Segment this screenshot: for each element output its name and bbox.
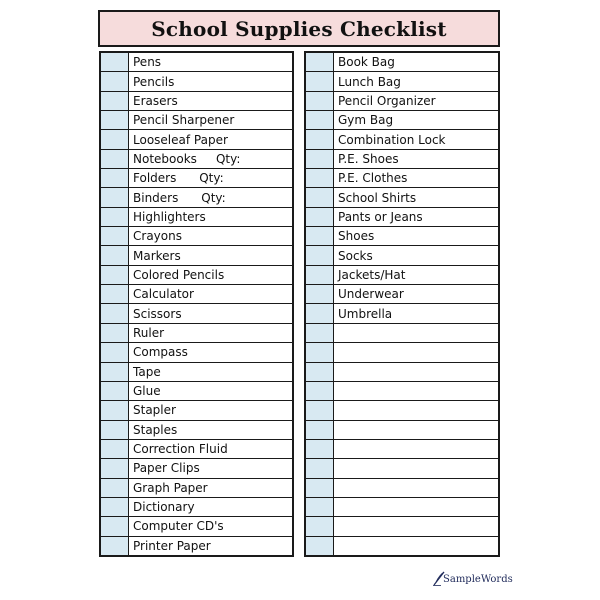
left-item-row [101,92,292,111]
left-item-row [101,324,292,343]
checkbox[interactable] [306,188,334,206]
checkbox[interactable] [101,72,129,90]
page-title: School Supplies Checklist [151,16,447,41]
right-item-row [306,401,498,420]
checkbox[interactable] [306,324,334,342]
item-label: Underwear [338,287,404,302]
item-label [334,324,498,342]
right-item-row [306,53,498,72]
samplewords-logo [432,570,513,586]
item-label: Folders Qty: [133,171,224,186]
right-item-row [306,92,498,111]
item-label: Pencils [133,74,175,89]
left-item-row [101,72,292,91]
logo-text: SampleWords [443,574,513,585]
checkbox[interactable] [306,343,334,361]
item-label [334,498,498,516]
right-item-row [306,479,498,498]
item-label: Jackets/Hat [338,267,406,282]
right-item-row [306,363,498,382]
left-item-row [101,266,292,285]
left-item-row [101,421,292,440]
checkbox[interactable] [101,92,129,110]
item-label [334,537,498,555]
checkbox[interactable] [101,537,129,555]
checkbox[interactable] [306,459,334,477]
checkbox[interactable] [306,266,334,284]
right-item-row [306,324,498,343]
right-item-row [306,169,498,188]
checkbox[interactable] [101,266,129,284]
item-label: Calculator [133,287,194,302]
checkbox[interactable] [101,382,129,400]
checkbox[interactable] [101,304,129,322]
right-item-row [306,421,498,440]
item-label: Graph Paper [133,480,208,495]
item-label: Staples [133,422,178,437]
checkbox[interactable] [101,169,129,187]
title-banner [98,10,500,47]
left-item-row [101,537,292,555]
item-label: Lunch Bag [338,74,401,89]
right-checklist [304,51,500,557]
checkbox[interactable] [306,421,334,439]
checkbox[interactable] [101,498,129,516]
item-label: Shoes [338,229,375,244]
checkbox[interactable] [306,285,334,303]
item-label: Glue [133,384,161,399]
checkbox[interactable] [306,537,334,555]
left-checklist [99,51,294,557]
item-label: Colored Pencils [133,267,225,282]
checkbox[interactable] [306,498,334,516]
right-item-row [306,111,498,130]
item-label: Gym Bag [338,113,394,128]
checkbox[interactable] [306,208,334,226]
checkbox[interactable] [101,208,129,226]
right-item-row [306,304,498,323]
checkbox[interactable] [306,150,334,168]
item-label: Scissors [133,306,182,321]
right-item-row [306,227,498,246]
checkbox[interactable] [101,401,129,419]
left-item-row [101,343,292,362]
checkbox[interactable] [306,53,334,71]
checkbox[interactable] [306,517,334,535]
checkbox[interactable] [306,227,334,245]
item-label: Stapler [133,403,176,418]
item-label: P.E. Clothes [338,171,408,186]
item-label: Binders Qty: [133,190,226,205]
right-item-row [306,498,498,517]
checkbox[interactable] [101,440,129,458]
right-item-row [306,72,498,91]
checkbox[interactable] [306,111,334,129]
left-item-row [101,401,292,420]
right-item-row [306,285,498,304]
checkbox[interactable] [101,227,129,245]
left-item-row [101,285,292,304]
right-item-row [306,246,498,265]
checkbox[interactable] [101,343,129,361]
left-item-row [101,53,292,72]
left-item-row [101,304,292,323]
checkbox[interactable] [306,479,334,497]
item-label: Combination Lock [338,132,446,147]
item-label: Markers [133,248,181,263]
right-item-row [306,382,498,401]
item-label: Looseleaf Paper [133,132,228,147]
item-label [334,343,498,361]
checkbox[interactable] [101,285,129,303]
item-label: Printer Paper [133,538,211,553]
right-item-row [306,130,498,149]
item-label: Computer CD's [133,519,224,534]
checkbox[interactable] [306,246,334,264]
right-item-row [306,266,498,285]
item-label: Correction Fluid [133,442,228,457]
item-label: Paper Clips [133,461,200,476]
checkbox[interactable] [306,401,334,419]
checkbox[interactable] [101,421,129,439]
left-item-row [101,169,292,188]
item-label [334,459,498,477]
item-label: Tape [133,364,161,379]
item-label: School Shirts [338,190,417,205]
left-item-row [101,479,292,498]
left-item-row [101,440,292,459]
left-item-row [101,188,292,207]
item-label: Notebooks Qty: [133,151,241,166]
checkbox[interactable] [101,188,129,206]
right-item-row [306,150,498,169]
left-item-row [101,111,292,130]
right-item-row [306,440,498,459]
item-label [334,517,498,535]
checkbox[interactable] [306,304,334,322]
left-item-row [101,382,292,401]
item-label: Dictionary [133,500,195,515]
item-label: Erasers [133,93,178,108]
left-item-row [101,517,292,536]
item-label [334,382,498,400]
left-item-row [101,208,292,227]
checkbox[interactable] [306,382,334,400]
item-label: Book Bag [338,55,395,70]
left-item-row [101,498,292,517]
checkbox[interactable] [306,169,334,187]
checkbox[interactable] [101,111,129,129]
checkbox[interactable] [101,459,129,477]
item-label: Ruler [133,325,165,340]
item-label: Pants or Jeans [338,209,423,224]
left-item-row [101,246,292,265]
right-item-row [306,343,498,362]
item-label: Highlighters [133,209,206,224]
item-label: Pencil Sharpener [133,113,235,128]
left-item-row [101,130,292,149]
right-item-row [306,188,498,207]
item-label: Pens [133,55,162,70]
item-label: Umbrella [338,306,393,321]
left-item-row [101,363,292,382]
item-label: Pencil Organizer [338,93,436,108]
checkbox[interactable] [101,53,129,71]
item-label: P.E. Shoes [338,151,399,166]
left-item-row [101,459,292,478]
checkbox[interactable] [306,92,334,110]
checkbox[interactable] [101,150,129,168]
item-label [334,440,498,458]
right-item-row [306,208,498,227]
checkbox[interactable] [101,517,129,535]
right-item-row [306,517,498,536]
checkbox[interactable] [101,363,129,381]
checkbox[interactable] [306,130,334,148]
checkbox[interactable] [306,72,334,90]
item-label [334,401,498,419]
checkbox[interactable] [306,440,334,458]
item-label: Socks [338,248,373,263]
checkbox[interactable] [306,363,334,381]
left-item-row [101,150,292,169]
item-label [334,421,498,439]
item-label: Compass [133,345,188,360]
checkbox[interactable] [101,130,129,148]
item-label [334,363,498,381]
checkbox[interactable] [101,324,129,342]
item-label [334,479,498,497]
right-item-row [306,459,498,478]
checkbox[interactable] [101,246,129,264]
right-item-row [306,537,498,555]
left-item-row [101,227,292,246]
item-label: Crayons [133,229,182,244]
checkbox[interactable] [101,479,129,497]
